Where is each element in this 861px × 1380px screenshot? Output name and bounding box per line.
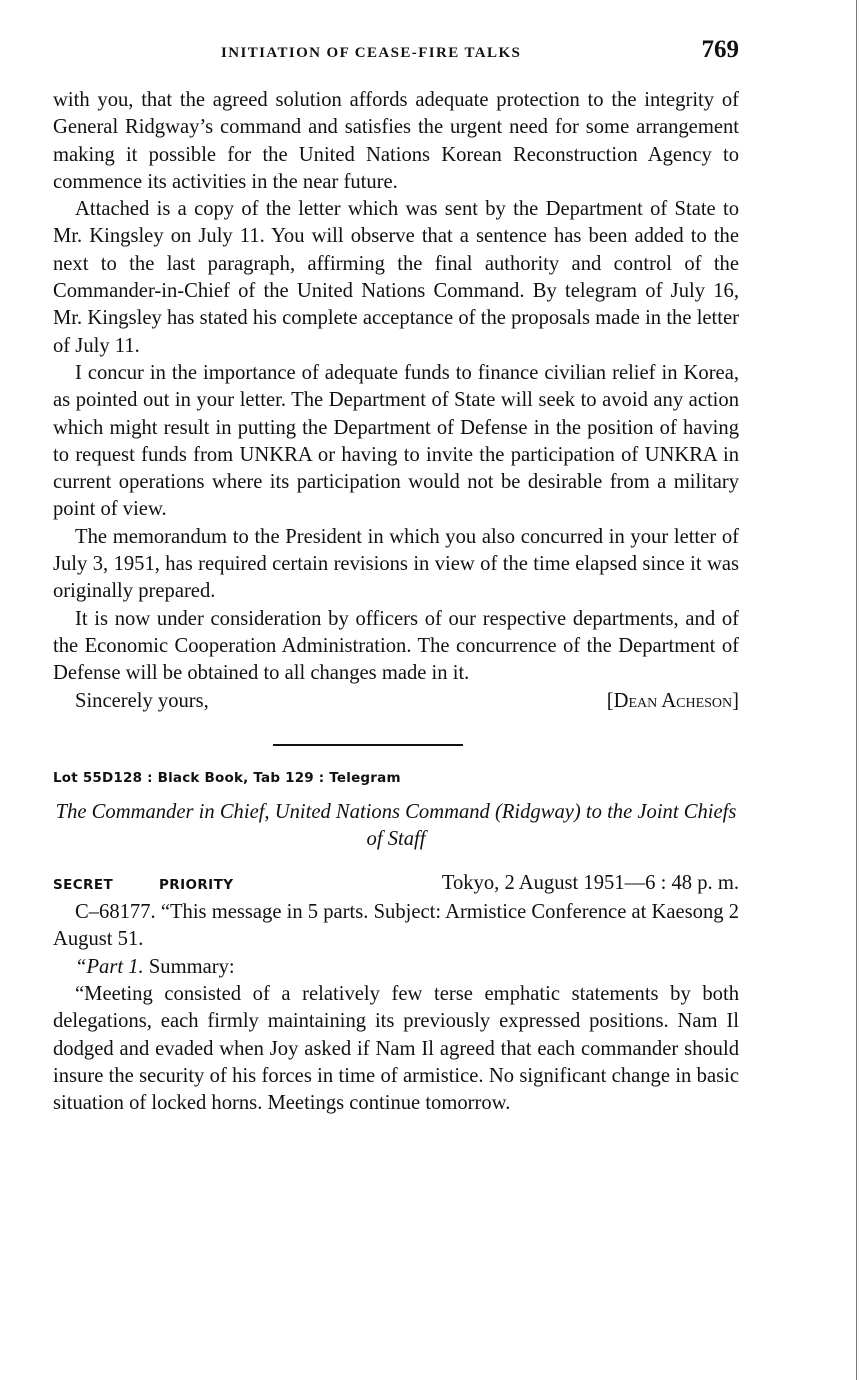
priority-label: PRIORITY [159, 876, 234, 893]
classification-label: SECRET [53, 876, 114, 893]
document-source: Lot 55D128 : Black Book, Tab 129 : Telegram [53, 769, 401, 786]
part-heading [53, 954, 739, 981]
part-title: Summary: [148, 955, 235, 978]
dateline [53, 870, 739, 899]
message-intro: C–68177. “This message in 5 parts. Subject: Armistice Conference at Kaesong 2 August 51. [53, 901, 739, 951]
page-edge-rule [856, 0, 857, 1380]
letter-closing [53, 688, 739, 715]
letter-paragraph: It is now under consideration by officers of our respective departments, and of the Economic Cooperation Administration. The concurrence of the Department of Defense will be obtained to all changes made in it. [53, 607, 739, 685]
document-title: The Commander in Chief, United Nations Command (Ridgway) to the Joint Chiefs of Staff [55, 800, 737, 850]
place-and-time: Tokyo, 2 August 1951—6 : 48 p. m. [441, 871, 739, 894]
section-divider [273, 744, 463, 746]
part-label: “Part 1. [75, 955, 144, 978]
summary-paragraph: “Meeting consisted of a relatively few terse emphatic statements by both delegations, each firmly maintaining its previously expressed positions. Nam Il dodged and evaded when Joy asked if Nam Il agreed that each commander should insure the security of his forces in time of armistice. No significant change in basic situation of locked horns. Meetings continue tomorrow. [53, 983, 739, 1115]
letter-paragraph: The memorandum to the President in which you also concurred in your letter of July 3, 1951, has required certain revisions in view of the time elapsed since it was originally prepared. [53, 525, 739, 603]
page-number: 769 [701, 36, 739, 63]
running-header [53, 36, 739, 70]
letter-paragraph: with you, that the agreed solution affords adequate protection to the integrity of General Ridgway’s command and satisfies the urgent need for some arrangement making it possible for the United Nations Korean Reconstruction Agency to commence its activities in the near future. [53, 89, 739, 193]
telegram-body [53, 899, 739, 1117]
running-title: INITIATION OF CEASE-FIRE TALKS [221, 45, 522, 61]
signature: [Dean Acheson] [606, 689, 739, 712]
complimentary-close: Sincerely yours, [75, 689, 209, 712]
document-page [53, 36, 739, 1118]
letter-paragraph: Attached is a copy of the letter which was sent by the Department of State to Mr. Kingsley on July 11. You will observe that a sentence has been added to the next to the last paragraph, affirming the final authority and control of the Commander-in-Chief of the United Nations Command. By telegram of July 16, Mr. Kingsley has stated his complete acceptance of the proposals made in the letter of July 11. [53, 198, 739, 357]
letter-paragraph: I concur in the importance of adequate funds to finance civilian relief in Korea, as pointed out in your letter. The Department of State will seek to avoid any action which might result in putting the Department of Defense in the position of having to request funds from UNKRA or having to invite the participation of UNKRA in current operations where its participation would not be desirable from a military point of view. [53, 361, 739, 521]
letter-body [53, 87, 739, 688]
